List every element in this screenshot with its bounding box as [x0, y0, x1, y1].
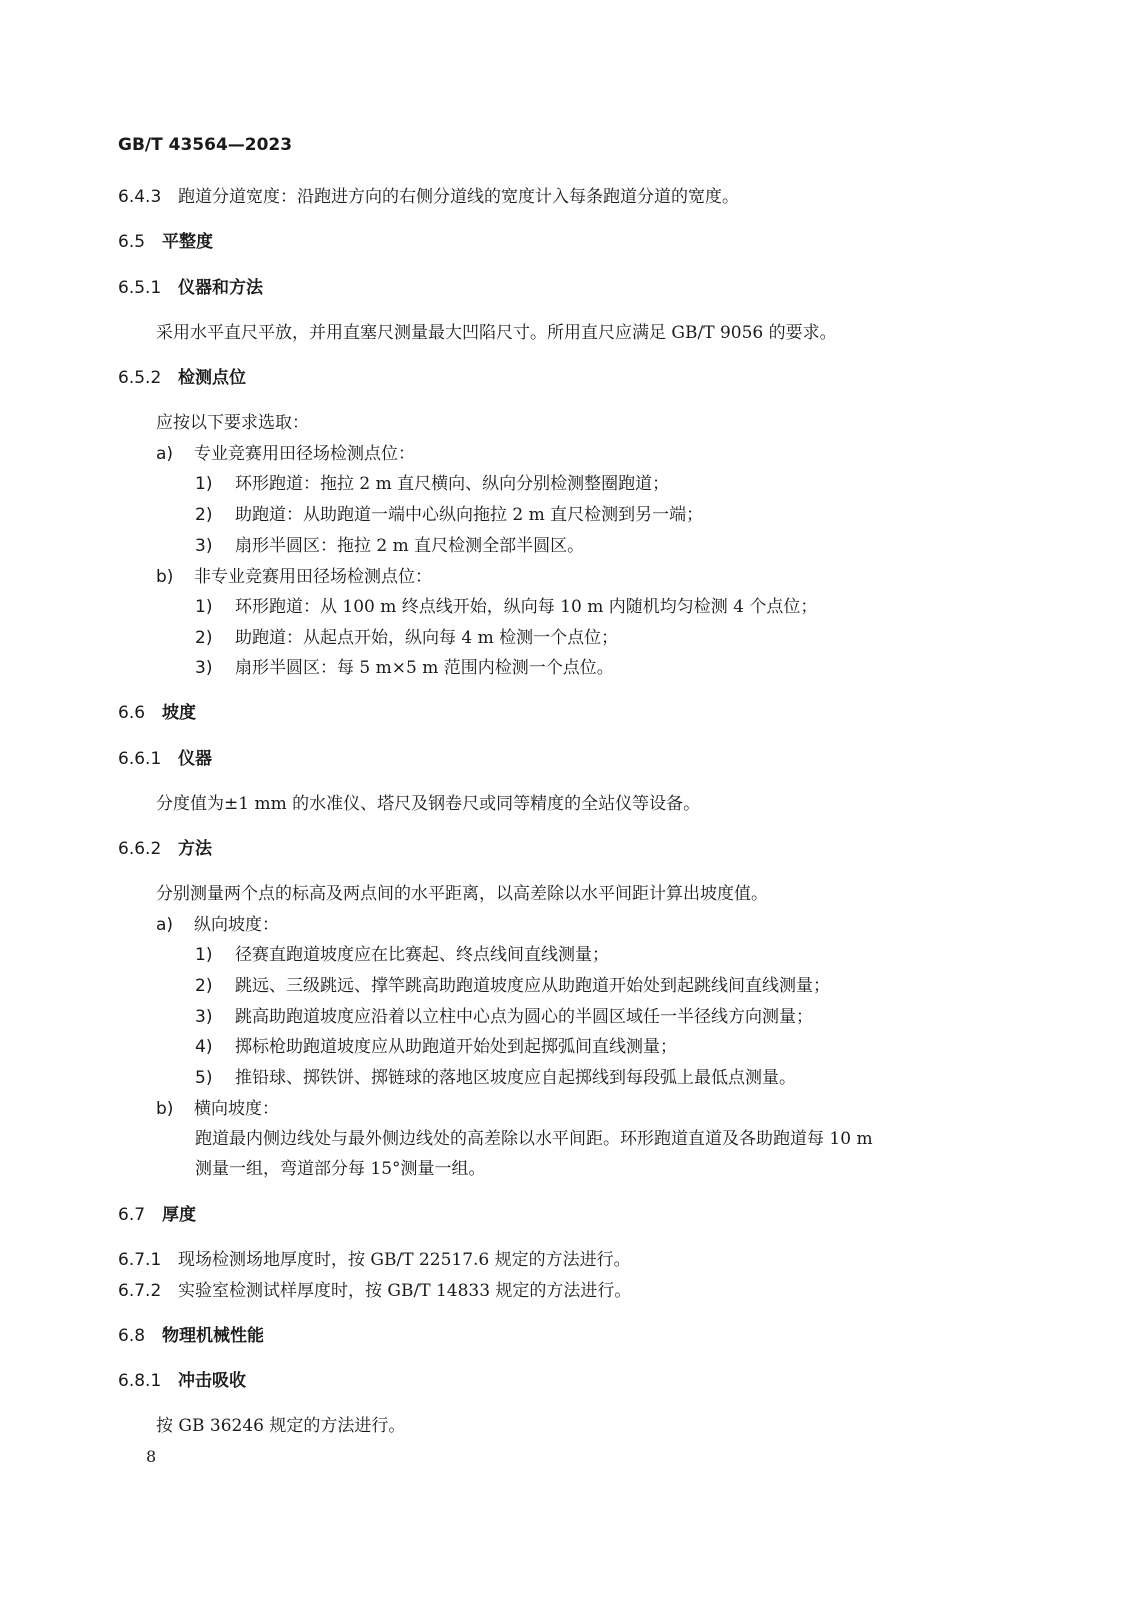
list-marker: a): [156, 915, 174, 935]
list-item: [195, 1006, 813, 1028]
clause-6-4-3: [118, 186, 739, 208]
clause-text: 实验室检测试样厚度时，按 GB/T 14833 规定的方法进行。: [178, 1281, 632, 1301]
section-heading-6-5-1: [118, 277, 263, 299]
list-marker: a): [156, 444, 174, 464]
list-text: 横向坡度：: [194, 1099, 279, 1119]
list-marker: 2): [195, 505, 213, 525]
clause-number: 6.4.3: [118, 187, 162, 207]
section-heading-6-5-2: [118, 367, 246, 389]
section-number: 6.5.2: [118, 368, 162, 388]
list-marker: 3): [195, 1007, 213, 1027]
list-text: 径赛直跑道坡度应在比赛起、终点线间直线测量；: [235, 945, 609, 965]
list-item: [195, 473, 669, 495]
clause-text: 跑道分道宽度：沿跑进方向的右侧分道线的宽度计入每条跑道分道的宽度。: [178, 187, 739, 207]
section-number: 6.5.1: [118, 278, 162, 298]
list-item: [156, 443, 415, 465]
list-item: [195, 1036, 677, 1058]
section-heading-6-8: [118, 1325, 264, 1347]
list-text: 非专业竞赛用田径场检测点位：: [194, 567, 432, 587]
section-number: 6.6: [118, 703, 146, 723]
list-text: 助跑道：从起点开始，纵向每 4 m 检测一个点位；: [235, 628, 619, 648]
list-item: [195, 627, 618, 649]
list-item: [195, 504, 703, 526]
list-marker: 5): [195, 1068, 213, 1088]
section-title: 平整度: [162, 232, 213, 252]
list-marker: 4): [195, 1037, 213, 1057]
list-marker: 1): [195, 945, 213, 965]
list-text: 推铅球、掷铁饼、掷链球的落地区坡度应自起掷线到每段弧上最低点测量。: [235, 1068, 796, 1088]
section-number: 6.6.2: [118, 839, 162, 859]
list-item: [156, 566, 432, 588]
list-item: [195, 535, 584, 557]
list-item: [195, 944, 609, 966]
document-id: GB/T 43564—2023: [118, 135, 293, 155]
list-text: 助跑道：从助跑道一端中心纵向拖拉 2 m 直尺检测到另一端；: [235, 505, 704, 525]
list-marker: 1): [195, 474, 213, 494]
clause-number: 6.7.2: [118, 1281, 162, 1301]
section-number: 6.8: [118, 1326, 146, 1346]
list-marker: 3): [195, 536, 213, 556]
list-text: 掷标枪助跑道坡度应从助跑道开始处到起掷弧间直线测量；: [235, 1037, 677, 1057]
list-text: 跳高助跑道坡度应沿着以立柱中心点为圆心的半圆区域任一半径线方向测量；: [235, 1007, 813, 1027]
list-marker: 2): [195, 628, 213, 648]
list-continuation: 跑道最内侧边线处与最外侧边线处的高差除以水平间距。环形跑道直道及各助跑道每 10 m: [195, 1129, 873, 1149]
section-heading-6-6: [118, 702, 196, 724]
section-title: 仪器: [178, 749, 212, 769]
section-title: 坡度: [162, 703, 196, 723]
list-item: [156, 1098, 279, 1120]
list-marker: 3): [195, 658, 213, 678]
list-marker: 1): [195, 597, 213, 617]
section-title: 厚度: [162, 1205, 196, 1225]
clause-6-7-2: [118, 1280, 631, 1302]
paragraph: 分度值为±1 mm 的水准仪、塔尺及钢卷尺或同等精度的全站仪等设备。: [156, 794, 701, 814]
clause-text: 现场检测场地厚度时，按 GB/T 22517.6 规定的方法进行。: [178, 1250, 631, 1270]
list-text: 跳远、三级跳远、撑竿跳高助跑道坡度应从助跑道开始处到起跳线间直线测量；: [235, 976, 830, 996]
list-text: 扇形半圆区：拖拉 2 m 直尺检测全部半圆区。: [235, 536, 585, 556]
clause-number: 6.7.1: [118, 1250, 162, 1270]
paragraph: 应按以下要求选取：: [156, 413, 309, 433]
list-item: [156, 914, 279, 936]
paragraph: 分别测量两个点的标高及两点间的水平距离，以高差除以水平间距计算出坡度值。: [156, 884, 768, 904]
clause-6-7-1: [118, 1249, 631, 1271]
section-title: 方法: [178, 839, 212, 859]
page-number: 8: [146, 1447, 157, 1466]
section-number: 6.8.1: [118, 1371, 162, 1391]
section-title: 检测点位: [178, 368, 246, 388]
section-title: 冲击吸收: [178, 1371, 246, 1391]
list-text: 环形跑道：拖拉 2 m 直尺横向、纵向分别检测整圈跑道；: [235, 474, 670, 494]
list-continuation: 测量一组，弯道部分每 15°测量一组。: [195, 1159, 486, 1179]
list-marker: b): [156, 1099, 174, 1119]
section-title: 仪器和方法: [178, 278, 263, 298]
list-text: 扇形半圆区：每 5 m×5 m 范围内检测一个点位。: [235, 658, 614, 678]
section-heading-6-6-1: [118, 748, 212, 770]
section-title: 物理机械性能: [162, 1326, 264, 1346]
section-heading-6-8-1: [118, 1370, 246, 1392]
section-number: 6.6.1: [118, 749, 162, 769]
list-text: 纵向坡度：: [194, 915, 279, 935]
section-heading-6-6-2: [118, 838, 212, 860]
list-item: [195, 657, 614, 679]
paragraph: 按 GB 36246 规定的方法进行。: [156, 1416, 406, 1436]
section-heading-6-5: [118, 231, 213, 253]
list-item: [195, 975, 830, 997]
list-marker: b): [156, 567, 174, 587]
section-number: 6.7: [118, 1205, 146, 1225]
list-marker: 2): [195, 976, 213, 996]
list-text: 环形跑道：从 100 m 终点线开始，纵向每 10 m 内随机均匀检测 4 个点位；: [235, 597, 818, 617]
list-text: 专业竞赛用田径场检测点位：: [194, 444, 415, 464]
section-heading-6-7: [118, 1204, 196, 1226]
list-item: [195, 596, 817, 618]
section-number: 6.5: [118, 232, 146, 252]
list-item: [195, 1067, 796, 1089]
paragraph: 采用水平直尺平放，并用直塞尺测量最大凹陷尺寸。所用直尺应满足 GB/T 9056 的要求。: [156, 323, 837, 343]
